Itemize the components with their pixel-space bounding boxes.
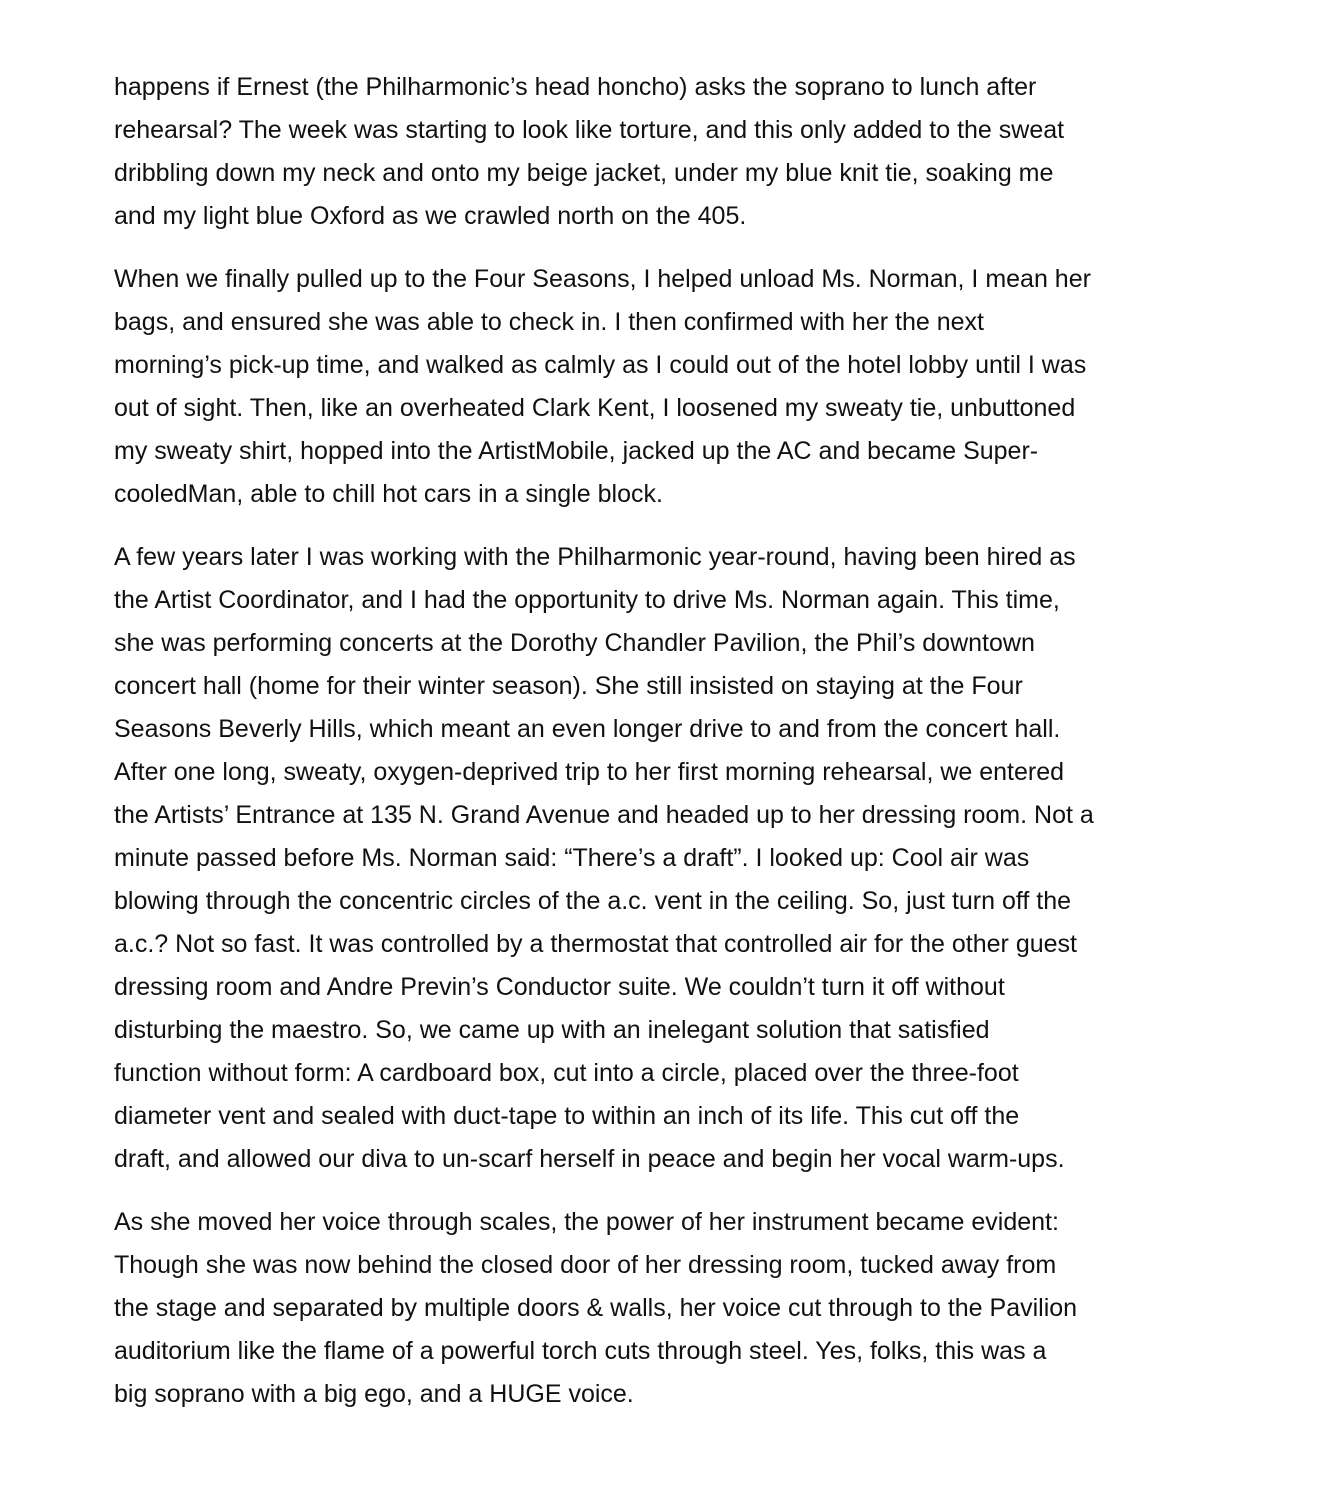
text-line: Seasons Beverly Hills, which meant an even longer drive to and from the concert hall. [114,715,1061,743]
text-line: function without form: A cardboard box, cut into a circle, placed over the three-foot [114,1059,1019,1087]
text-line: morning’s pick-up time, and walked as calmly as I could out of the hotel lobby until I was [114,351,1087,379]
text-line: draft, and allowed our diva to un-scarf herself in peace and begin her vocal warm-ups. [114,1145,1065,1173]
paragraph [114,536,1224,1181]
text-line: cooledMan, able to chill hot cars in a single block. [114,480,663,508]
text-line: After one long, sweaty, oxygen-deprived trip to her first morning rehearsal, we entered [114,758,1065,786]
text-line: she was performing concerts at the Dorothy Chandler Pavilion, the Phil’s downtown [114,629,1035,657]
text-line: dribbling down my neck and onto my beige jacket, under my blue knit tie, soaking me [114,159,1054,187]
paragraph [114,258,1224,516]
text-line: happens if Ernest (the Philharmonic’s head honcho) asks the soprano to lunch after [114,73,1037,101]
text-line: big soprano with a big ego, and a HUGE voice. [114,1380,634,1408]
paragraph [114,66,1224,238]
text-line: and my light blue Oxford as we crawled north on the 405. [114,202,747,230]
text-line: out of sight. Then, like an overheated Clark Kent, I loosened my sweaty tie, unbuttoned [114,394,1076,422]
text-line: auditorium like the flame of a powerful torch cuts through steel. Yes, folks, this was a [114,1337,1047,1365]
text-line: A few years later I was working with the Philharmonic year-round, having been hired as [114,543,1076,571]
text-line: the stage and separated by multiple doors & walls, her voice cut through to the Pavilion [114,1294,1078,1322]
text-line: Though she was now behind the closed door of her dressing room, tucked away from [114,1251,1057,1279]
text-line: the Artists’ Entrance at 135 N. Grand Avenue and headed up to her dressing room. Not a [114,801,1094,829]
paragraph [114,1201,1224,1416]
text-line: the Artist Coordinator, and I had the opportunity to drive Ms. Norman again. This time, [114,586,1060,614]
text-line: dressing room and Andre Previn’s Conductor suite. We couldn’t turn it off without [114,973,1005,1001]
text-line: disturbing the maestro. So, we came up with an inelegant solution that satisfied [114,1016,990,1044]
text-line: rehearsal? The week was starting to look like torture, and this only added to the sweat [114,116,1065,144]
document-page [114,66,1224,1436]
text-line: blowing through the concentric circles of the a.c. vent in the ceiling. So, just turn off the [114,887,1072,915]
text-line: When we finally pulled up to the Four Seasons, I helped unload Ms. Norman, I mean her [114,265,1091,293]
text-line: minute passed before Ms. Norman said: “There’s a draft”. I looked up: Cool air was [114,844,1030,872]
text-line: bags, and ensured she was able to check in. I then confirmed with her the next [114,308,984,336]
text-line: a.c.? Not so fast. It was controlled by a thermostat that controlled air for the other guest [114,930,1077,958]
text-line: concert hall (home for their winter season). She still insisted on staying at the Four [114,672,1023,700]
text-line: diameter vent and sealed with duct-tape to within an inch of its life. This cut off the [114,1102,1020,1130]
text-line: my sweaty shirt, hopped into the ArtistMobile, jacked up the AC and became Super- [114,437,1039,465]
text-line: As she moved her voice through scales, the power of her instrument became evident: [114,1208,1059,1236]
